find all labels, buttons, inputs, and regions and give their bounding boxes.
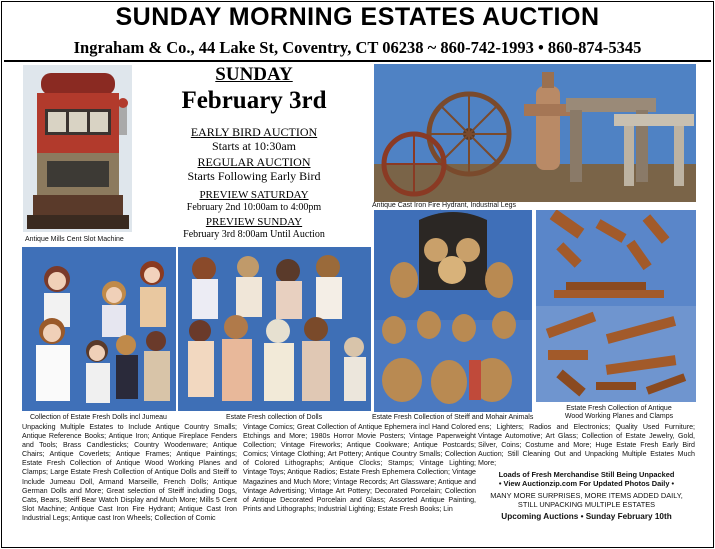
items-column-3 bbox=[478, 423, 695, 522]
schedule-block bbox=[140, 64, 368, 241]
planes-caption: Estate Fresh Collection of Antique Wood Working Planes and Clamps bbox=[564, 405, 674, 420]
dolls-right-photo bbox=[178, 247, 371, 411]
loads-line-1: Loads of Fresh Merchandise Still Being Unpacked bbox=[498, 470, 675, 480]
surprises-line-2: STILL UNPACKING MULTIPLE ESTATES bbox=[517, 500, 656, 510]
upcoming-auctions: Upcoming Auctions • Sunday February 10th bbox=[501, 512, 672, 522]
early-bird-time: Starts at 10:30am bbox=[212, 139, 296, 153]
auction-address-phone: Ingraham & Co., 44 Lake St, Coventry, CT 06238 ~ 860-742-1993 • 860-874-5345 bbox=[73, 38, 642, 57]
auction-title: SUNDAY MORNING ESTATES AUCTION bbox=[115, 3, 600, 31]
preview-sunday-title: PREVIEW SUNDAY bbox=[205, 216, 303, 228]
items-column-3-text: ens; Lighters; Radios and Electronics; Quality Used Furniture; Vintage Automotive; Art Glass; Collection of Estate Jewelry, Gold, Silver, Coins; Costume and More; Huge Estate Fresh Early Bird Auction; Still Cleaning Out and Unpacking Multiple Estates Much More; bbox=[478, 423, 695, 468]
early-bird-title: EARLY BIRD AUCTION bbox=[190, 125, 318, 139]
hydrant-caption: Antique Cast Iron Fire Hydrant, Industrial Legs bbox=[372, 202, 516, 209]
wood-planes-photo bbox=[536, 210, 696, 402]
auction-date: February 3rd bbox=[181, 87, 327, 114]
dolls-left-caption: Collection of Estate Fresh Dolls incl Jumeau bbox=[30, 414, 167, 421]
hydrant-wheels-photo bbox=[374, 64, 696, 202]
steiff-caption: Estate Fresh Collection of Steiff and Mohair Animals bbox=[372, 414, 534, 421]
steiff-animals-photo bbox=[374, 210, 532, 412]
regular-auction-title: REGULAR AUCTION bbox=[197, 155, 311, 169]
preview-sunday-time: February 3rd 8:00am Until Auction bbox=[183, 229, 325, 240]
preview-saturday-time: February 2nd 10:00am to 4:00pm bbox=[186, 202, 322, 213]
preview-saturday-title: PREVIEW SATURDAY bbox=[199, 189, 309, 201]
surprises-line-1: MANY MORE SURPRISES, MORE ITEMS ADDED DAILY, bbox=[490, 491, 683, 501]
items-column-1: Unpacking Multiple Estates to Include Antique Country Smalls; Antique Reference Books; Antique Iron; Antique Fireplace Fenders and Tools; Brass Candlesticks; Country Woodenware; Antique Chairs; Antique Coverlets; Antique Frames; Antique Paintings; Estate Fresh Collection of Antique Wood Working Planes and Clamps; Large Estate Fresh Collection of Antique Dolls and Steiff to Include Jumeau Doll, Armand Marseille, French Dolls; Antique German Dolls and More; Great selection of Steiff including Dogs, Cats, Bears, Steiff Bear Watch Display and Much More; Mills 5 Cent Slot Machine; Antique Cast Iron Fire Hydrant; Antique Cast Iron Industrial Legs; Antique cast Iron Wheels; Collection of Comic bbox=[22, 423, 237, 522]
dolls-right-caption: Estate Fresh collection of Dolls bbox=[226, 414, 323, 421]
header-divider bbox=[4, 60, 711, 62]
auction-day: SUNDAY bbox=[215, 64, 293, 85]
slot-machine-photo bbox=[23, 65, 132, 232]
loads-line-2: • View Auctionzip.com For Updated Photos Daily • bbox=[498, 479, 675, 489]
regular-auction-time: Starts Following Early Bird bbox=[187, 169, 321, 183]
dolls-left-photo bbox=[22, 247, 176, 411]
slot-machine-caption: Antique Mills Cent Slot Machine bbox=[25, 236, 124, 243]
items-column-2: Vintage Comics; Great Collection of Antique Ephemera incl Hand Colored Etchings and More; 1980s Horror Movie Posters; Vintage Paperweight Collection; Vintage Fireworks; Antique Cookware; Antique Postcards; Comics; Vintage Clothing; Art Pottery; Antique Country Smalls; Collection of Colored Lithographs; Antique Clocks; Stamps; Vintage Lighting; Vintage Toys; Antique Radios; Estate Fresh Ephemera Collection; Vintage Magazines and Much More; Vintage Records; Art Glassware; Antique and Vintage Advertising; Vintage Art Pottery; Decorated Porcelain; Collection of Antique Decorated Porcelain and Glass; Assorted Antique Painting, Prints and Lithographs; Industrial Lighting; Estate Fresh Books; Lin bbox=[243, 423, 476, 513]
